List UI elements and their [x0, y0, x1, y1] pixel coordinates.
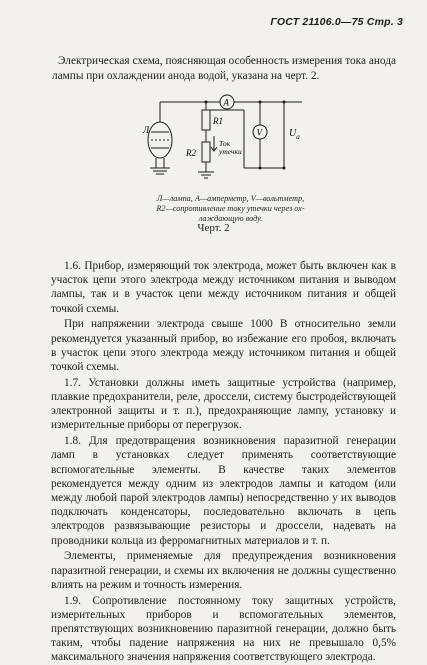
- paragraph-1-9: 1.9. Сопротивление постоянному току защитных устройств, измерительных приборов и вспомогательных элементов, препятствующих возникновению паразитной генерации, должно быть таким, чтобы падение напряжения на них не превышало 0,5% максимального значения напряжения соответствующего электрода.: [51, 594, 396, 664]
- leak-label-line1: Ток: [219, 139, 231, 148]
- ua-label: $U_а$: [289, 128, 300, 141]
- resistor-r1: [202, 110, 210, 130]
- r2-label: R2: [186, 148, 196, 158]
- page-header: ГОСТ 21106.0—75 Стр. 3: [270, 16, 403, 28]
- legend-line: R2—сопротивление току утечки через ох-: [156, 204, 305, 213]
- leak-label-line2: утечки: [219, 147, 242, 156]
- paragraph-1-7: 1.7. Установки должны иметь защитные устройства (например, плавкие предохранители, реле, дроссели, систему быстродействующей электронной защиты и т. п.), предохраняющие лампу, установку и измерительные приборы от перегрузок.: [51, 376, 396, 432]
- figure-legend: [143, 194, 318, 224]
- intro-paragraph: Электрическая схема, поясняющая особенность измерения тока анода лампы при охлаждении анода водой, указана на черт. 2.: [52, 55, 396, 82]
- circuit-schematic: [134, 88, 314, 188]
- resistor-r2: [202, 142, 210, 162]
- figure-caption: Черт. 2: [197, 222, 230, 234]
- legend-line: Л—лампа, А—амперметр, V—вольтметр,: [156, 194, 305, 203]
- paragraph-1-6: 1.6. Прибор, измеряющий ток электрода, может быть включен как в участок цепи этого электрода между источником питания и выводом лампы, так и в участок цепи между источником питания и общей точкой схемы.: [51, 260, 396, 315]
- legend-line: лаждающую воду.: [198, 214, 263, 223]
- lamp-label: Л: [143, 125, 150, 135]
- paragraph-elements: Элементы, применяемые для предупреждения возникновения паразитной генерации, и схемы их включения не должны существенно влиять на режим и точность измерения.: [51, 550, 396, 591]
- paragraph-1-8: 1.8. Для предотвращения возникновения паразитной генерации ламп в установках следует применять соответствующие вспомогательные элементы. В качестве таких элементов рекомендуется между одним из электродов лампы и катодом (или между любой парой электродов лампы) непосредственно у их выводов подключать конденсаторы, последовательно включать в цепь электродов развязывающие резисторы и дроссели, надевать на проводники кольца из ферромагнитных материалов и т. п.: [51, 435, 396, 547]
- ammeter-label: A: [223, 97, 229, 108]
- body-text: [51, 259, 396, 665]
- voltmeter-label: V: [256, 127, 262, 138]
- paragraph-voltage-note: При напряжении электрода свыше 1000 В относительно земли рекомендуется указанный прибор, во избежание его пробоя, включать в участок цепи этого электрода между источником питания и общей точкой схемы.: [51, 318, 396, 374]
- r1-label: R1: [213, 116, 223, 126]
